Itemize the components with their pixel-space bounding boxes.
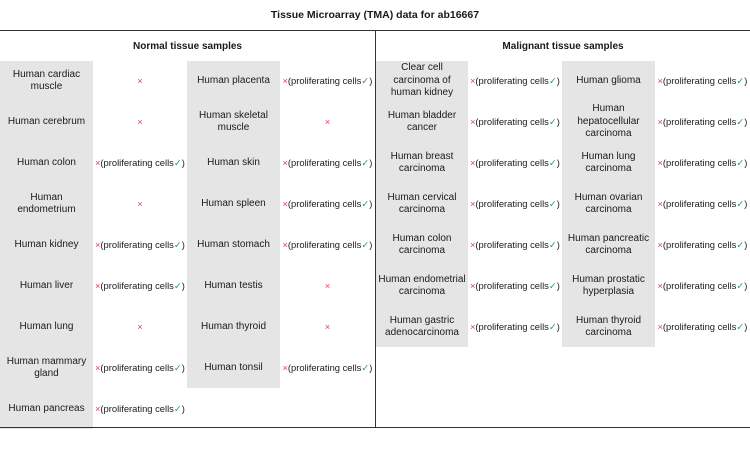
result-cell <box>468 266 562 306</box>
result-cell <box>468 143 562 183</box>
tissue-name-cell: Human pancreatic carcinoma <box>562 225 655 265</box>
result-cell <box>655 225 750 265</box>
proliferating-label: (proliferating cells <box>100 238 174 250</box>
check-icon: ✓ <box>548 320 557 332</box>
close-paren: ) <box>744 74 748 86</box>
cross-icon: × <box>470 280 476 291</box>
normal-tissue-column-1 <box>0 61 93 429</box>
cross-icon: × <box>95 403 101 414</box>
close-paren: ) <box>556 197 560 209</box>
check-icon: ✓ <box>173 361 182 373</box>
tissue-name-cell: Human skin <box>187 143 280 183</box>
tissue-name-cell: Human breast carcinoma <box>376 143 468 183</box>
check-icon: ✓ <box>361 156 370 168</box>
malignant-result-column-2 <box>655 61 750 347</box>
close-paren: ) <box>556 238 560 250</box>
close-paren: ) <box>556 74 560 86</box>
proliferating-label: (proliferating cells <box>662 115 737 127</box>
tissue-name-cell: Human pancreas <box>0 389 93 429</box>
tissue-name-cell: Human thyroid carcinoma <box>562 307 655 347</box>
close-paren: ) <box>181 238 185 250</box>
result-cell <box>93 266 187 306</box>
cross-icon: × <box>282 239 288 250</box>
cross-icon: × <box>137 75 143 86</box>
check-icon: ✓ <box>548 74 557 86</box>
cross-icon: × <box>470 321 476 332</box>
cross-icon: × <box>95 157 101 168</box>
close-paren: ) <box>369 74 373 86</box>
tissue-name-cell: Human cerebrum <box>0 102 93 142</box>
close-paren: ) <box>556 320 560 332</box>
cross-icon: × <box>324 321 331 332</box>
result-cell <box>280 348 375 388</box>
cross-icon: × <box>95 362 101 373</box>
cross-icon: × <box>137 198 143 209</box>
result-cell <box>655 184 750 224</box>
check-icon: ✓ <box>361 238 370 250</box>
tissue-name-cell: Human testis <box>187 266 280 306</box>
proliferating-label: (proliferating cells <box>475 197 549 209</box>
close-paren: ) <box>744 156 748 168</box>
normal-tissue-column-2 <box>187 61 280 388</box>
result-cell <box>93 61 187 101</box>
result-cell <box>468 225 562 265</box>
tissue-name-cell: Human liver <box>0 266 93 306</box>
tissue-name-cell: Human skeletal muscle <box>187 102 280 142</box>
tissue-name-cell: Human kidney <box>0 225 93 265</box>
result-cell <box>93 307 187 347</box>
close-paren: ) <box>369 156 373 168</box>
close-paren: ) <box>744 279 748 291</box>
proliferating-label: (proliferating cells <box>100 402 174 414</box>
cross-icon: × <box>470 157 476 168</box>
check-icon: ✓ <box>736 74 745 86</box>
malignant-result-column-1 <box>468 61 562 347</box>
cross-icon: × <box>657 157 663 168</box>
cross-icon: × <box>282 198 288 209</box>
proliferating-label: (proliferating cells <box>662 320 737 332</box>
cross-icon: × <box>282 75 288 86</box>
close-paren: ) <box>744 238 748 250</box>
tissue-name-cell: Human glioma <box>562 61 655 101</box>
proliferating-label: (proliferating cells <box>475 115 549 127</box>
result-cell <box>93 184 187 224</box>
proliferating-label: (proliferating cells <box>475 279 549 291</box>
check-icon: ✓ <box>736 238 745 250</box>
normal-result-column-2 <box>280 61 375 388</box>
tissue-name-cell: Human mammary gland <box>0 348 93 388</box>
check-icon: ✓ <box>173 156 182 168</box>
cross-icon: × <box>657 239 663 250</box>
tissue-name-cell: Human ovarian carcinoma <box>562 184 655 224</box>
bottom-rule <box>0 427 750 428</box>
proliferating-label: (proliferating cells <box>662 74 737 86</box>
cross-icon: × <box>324 116 331 127</box>
check-icon: ✓ <box>736 197 745 209</box>
tissue-name-cell: Human placenta <box>187 61 280 101</box>
cross-icon: × <box>137 321 143 332</box>
close-paren: ) <box>556 115 560 127</box>
tissue-name-cell: Human prostatic hyperplasia <box>562 266 655 306</box>
tissue-name-cell: Human lung carcinoma <box>562 143 655 183</box>
proliferating-label: (proliferating cells <box>475 156 549 168</box>
tissue-name-cell: Human colon <box>0 143 93 183</box>
result-cell <box>280 225 375 265</box>
cross-icon: × <box>324 280 331 291</box>
result-cell <box>655 266 750 306</box>
close-paren: ) <box>369 361 373 373</box>
proliferating-label: (proliferating cells <box>287 361 362 373</box>
result-cell <box>468 61 562 101</box>
result-cell <box>655 143 750 183</box>
result-cell <box>280 102 375 142</box>
result-cell <box>280 61 375 101</box>
check-icon: ✓ <box>548 197 557 209</box>
cross-icon: × <box>282 157 288 168</box>
tissue-name-cell: Human stomach <box>187 225 280 265</box>
close-paren: ) <box>181 156 185 168</box>
result-cell <box>280 307 375 347</box>
result-cell <box>280 143 375 183</box>
tissue-name-cell: Human hepatocellular carcinoma <box>562 102 655 142</box>
proliferating-label: (proliferating cells <box>475 74 549 86</box>
cross-icon: × <box>657 198 663 209</box>
cross-icon: × <box>657 116 663 127</box>
tissue-name-cell: Human lung <box>0 307 93 347</box>
table-title: Tissue Microarray (TMA) data for ab16667 <box>270 9 480 21</box>
check-icon: ✓ <box>548 115 557 127</box>
close-paren: ) <box>181 402 185 414</box>
normal-result-column-1 <box>93 61 187 429</box>
result-cell <box>93 143 187 183</box>
result-cell <box>280 266 375 306</box>
cross-icon: × <box>137 116 143 127</box>
normal-section-header: Normal tissue samples <box>133 40 242 52</box>
proliferating-label: (proliferating cells <box>662 156 737 168</box>
tissue-name-cell: Human gastric adenocarcinoma <box>376 307 468 347</box>
proliferating-label: (proliferating cells <box>100 361 174 373</box>
malignant-section-header: Malignant tissue samples <box>502 40 624 52</box>
tissue-name-cell: Clear cell carcinoma of human kidney <box>376 61 468 101</box>
result-cell <box>468 307 562 347</box>
cross-icon: × <box>657 321 663 332</box>
proliferating-label: (proliferating cells <box>287 238 362 250</box>
result-cell <box>655 307 750 347</box>
cross-icon: × <box>470 116 476 127</box>
tissue-name-cell: Human colon carcinoma <box>376 225 468 265</box>
tissue-name-cell: Human bladder cancer <box>376 102 468 142</box>
close-paren: ) <box>181 279 185 291</box>
result-cell <box>468 184 562 224</box>
check-icon: ✓ <box>173 402 182 414</box>
check-icon: ✓ <box>736 156 745 168</box>
cross-icon: × <box>657 280 663 291</box>
cross-icon: × <box>95 239 101 250</box>
tissue-name-cell: Human cervical carcinoma <box>376 184 468 224</box>
result-cell <box>655 102 750 142</box>
close-paren: ) <box>744 197 748 209</box>
check-icon: ✓ <box>173 279 182 291</box>
proliferating-label: (proliferating cells <box>662 279 737 291</box>
check-icon: ✓ <box>361 197 370 209</box>
proliferating-label: (proliferating cells <box>475 238 549 250</box>
check-icon: ✓ <box>361 361 370 373</box>
check-icon: ✓ <box>548 238 557 250</box>
check-icon: ✓ <box>736 115 745 127</box>
result-cell <box>93 225 187 265</box>
result-cell <box>93 389 187 429</box>
close-paren: ) <box>369 238 373 250</box>
close-paren: ) <box>369 197 373 209</box>
check-icon: ✓ <box>361 74 370 86</box>
proliferating-label: (proliferating cells <box>287 74 362 86</box>
cross-icon: × <box>470 198 476 209</box>
malignant-tissue-column-1 <box>376 61 468 347</box>
proliferating-label: (proliferating cells <box>287 197 362 209</box>
close-paren: ) <box>556 279 560 291</box>
close-paren: ) <box>556 156 560 168</box>
close-paren: ) <box>744 115 748 127</box>
cross-icon: × <box>470 239 476 250</box>
proliferating-label: (proliferating cells <box>475 320 549 332</box>
malignant-tissue-column-2 <box>562 61 655 347</box>
proliferating-label: (proliferating cells <box>100 279 174 291</box>
result-cell <box>655 61 750 101</box>
proliferating-label: (proliferating cells <box>287 156 362 168</box>
tissue-name-cell: Human cardiac muscle <box>0 61 93 101</box>
check-icon: ✓ <box>173 238 182 250</box>
proliferating-label: (proliferating cells <box>662 238 737 250</box>
tissue-name-cell: Human endometrial carcinoma <box>376 266 468 306</box>
result-cell <box>93 102 187 142</box>
check-icon: ✓ <box>548 279 557 291</box>
check-icon: ✓ <box>736 320 745 332</box>
cross-icon: × <box>657 75 663 86</box>
proliferating-label: (proliferating cells <box>662 197 737 209</box>
proliferating-label: (proliferating cells <box>100 156 174 168</box>
check-icon: ✓ <box>736 279 745 291</box>
tissue-name-cell: Human endometrium <box>0 184 93 224</box>
cross-icon: × <box>95 280 101 291</box>
tissue-name-cell: Human tonsil <box>187 348 280 388</box>
tissue-name-cell: Human spleen <box>187 184 280 224</box>
cross-icon: × <box>282 362 288 373</box>
cross-icon: × <box>470 75 476 86</box>
tissue-name-cell: Human thyroid <box>187 307 280 347</box>
result-cell <box>280 184 375 224</box>
close-paren: ) <box>181 361 185 373</box>
result-cell <box>93 348 187 388</box>
result-cell <box>468 102 562 142</box>
close-paren: ) <box>744 320 748 332</box>
check-icon: ✓ <box>548 156 557 168</box>
